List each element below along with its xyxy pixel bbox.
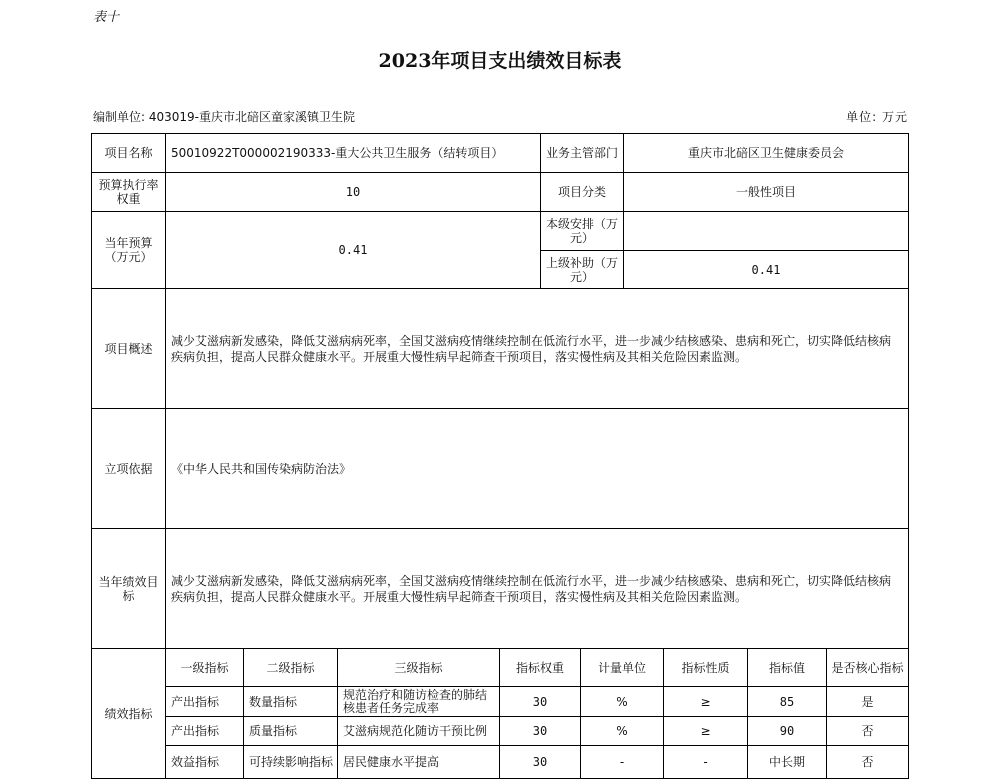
- annual-goal-value: 减少艾滋病新发感染，降低艾滋病病死率，全国艾滋病疫情继续控制在低流行水平，进一步减少结核感染、患病和死亡，切实降低结核病疾病负担，提高人民群众健康水平。开展重大慢性病早起筛查干预项目，落实慢性病及其相关危险因素监测。: [165, 528, 909, 649]
- indicator-level1: 产出指标: [165, 716, 244, 746]
- overview-value: 减少艾滋病新发感染，降低艾滋病病死率，全国艾滋病疫情继续控制在低流行水平，进一步减少结核感染、患病和死亡，切实降低结核病疾病负担，提高人民群众健康水平。开展重大慢性病早起筛查干预项目，落实慢性病及其相关危险因素监测。: [165, 288, 909, 409]
- indicator-nature: ≥: [663, 686, 748, 717]
- indicator-header: 三级指标: [337, 648, 500, 687]
- indicator-weight: 30: [499, 745, 581, 779]
- indicator-value: 中长期: [747, 745, 827, 779]
- indicator-level2: 可持续影响指标: [243, 745, 338, 779]
- label-local-arrange: 本级安排（万元）: [540, 211, 624, 251]
- label-budget-weight: 预算执行率权重: [91, 172, 166, 212]
- indicator-level3: 规范治疗和随访检查的肺结核患者任务完成率: [337, 686, 500, 717]
- indicator-header: 一级指标: [165, 648, 244, 687]
- indicator-weight: 30: [499, 716, 581, 746]
- label-overview: 项目概述: [91, 288, 166, 409]
- page-title: 2023年项目支出绩效目标表: [378, 50, 622, 72]
- indicator-unit: -: [580, 745, 664, 779]
- indicator-core: 是: [826, 686, 909, 717]
- indicator-header: 指标性质: [663, 648, 748, 687]
- indicator-level1: 产出指标: [165, 686, 244, 717]
- indicator-level3: 居民健康水平提高: [337, 745, 500, 779]
- indicator-nature: -: [663, 745, 748, 779]
- superior-subsidy-value: 0.41: [623, 250, 909, 289]
- project-type-value: 一般性项目: [623, 172, 909, 212]
- dept-value: 重庆市北碚区卫生健康委员会: [623, 133, 909, 173]
- basis-value: 《中华人民共和国传染病防治法》: [165, 408, 909, 529]
- indicator-weight: 30: [499, 686, 581, 717]
- indicator-value: 90: [747, 716, 827, 746]
- table-number-label: 表十: [93, 10, 120, 25]
- indicator-core: 否: [826, 745, 909, 779]
- indicator-level1: 效益指标: [165, 745, 244, 779]
- label-indicators: 绩效指标: [91, 648, 166, 779]
- current-budget-value: 0.41: [165, 211, 541, 289]
- label-current-budget: 当年预算（万元）: [91, 211, 166, 289]
- indicator-unit: %: [580, 716, 664, 746]
- label-superior-subsidy: 上级补助（万元）: [540, 250, 624, 289]
- indicator-level2: 数量指标: [243, 686, 338, 717]
- indicator-header: 指标值: [747, 648, 827, 687]
- indicator-header: 二级指标: [243, 648, 338, 687]
- label-dept: 业务主管部门: [540, 133, 624, 173]
- indicator-header: 计量单位: [580, 648, 664, 687]
- indicator-core: 否: [826, 716, 909, 746]
- label-project-name: 项目名称: [91, 133, 166, 173]
- label-project-type: 项目分类: [540, 172, 624, 212]
- currency-unit: 单位: 万元: [846, 110, 908, 124]
- indicator-header: 指标权重: [499, 648, 581, 687]
- indicator-level2: 质量指标: [243, 716, 338, 746]
- indicator-value: 85: [747, 686, 827, 717]
- indicator-unit: %: [580, 686, 664, 717]
- budget-weight-value: 10: [165, 172, 541, 212]
- indicator-level3: 艾滋病规范化随访干预比例: [337, 716, 500, 746]
- project-name-value: 50010922T000002190333-重大公共卫生服务（结转项目）: [165, 133, 541, 173]
- label-annual-goal: 当年绩效目标: [91, 528, 166, 649]
- indicator-nature: ≥: [663, 716, 748, 746]
- indicator-header: 是否核心指标: [826, 648, 909, 687]
- compiler-unit: 编制单位: 403019-重庆市北碚区童家溪镇卫生院: [93, 110, 355, 124]
- local-arrange-value: [623, 211, 909, 251]
- label-basis: 立项依据: [91, 408, 166, 529]
